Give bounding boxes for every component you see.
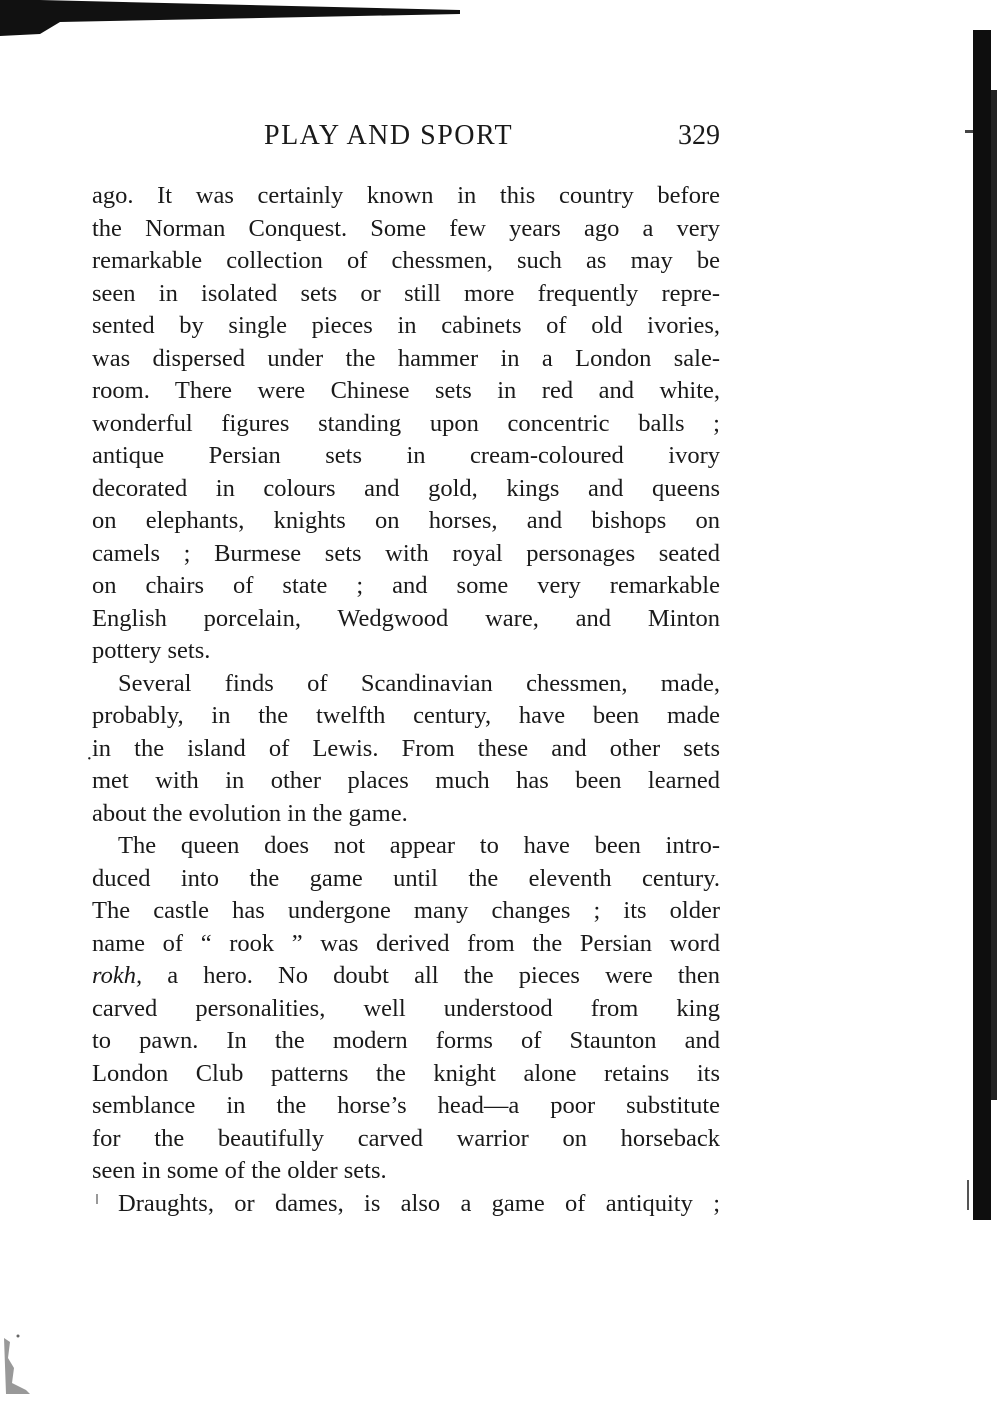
scan-edge-right xyxy=(963,30,1000,1220)
text-line-with-italic xyxy=(92,960,720,993)
scan-corner-smudge xyxy=(0,1328,40,1398)
text-line: pottery sets. xyxy=(92,637,211,664)
text-line: about the evolution in the game. xyxy=(92,799,408,827)
text-line: camels ; Burmese sets with royal personages seated xyxy=(92,539,720,567)
text-line: on chairs of state ; and some very remarkable xyxy=(92,572,720,599)
scan-edge-top xyxy=(0,0,470,40)
text-line: probably, in the twelfth century, have been made xyxy=(92,702,720,729)
text-line: duced into the game until the eleventh century. xyxy=(92,864,720,892)
text-line: carved personalities, well understood from king xyxy=(92,994,720,1022)
text-line: for the beautifully carved warrior on horseback xyxy=(92,1124,720,1152)
text-line: sented by single pieces in cabinets of old ivories, xyxy=(92,312,720,339)
margin-dot: · xyxy=(86,748,93,770)
text-line: remarkable collection of chessmen, such as may be xyxy=(92,247,720,274)
margin-tick xyxy=(96,1194,98,1204)
text-line: the Norman Conquest. Some few years ago a very xyxy=(92,214,720,242)
running-head xyxy=(92,120,720,160)
text-line: London Club patterns the knight alone retains its xyxy=(92,1059,720,1087)
text-line: in the island of Lewis. From these and other sets xyxy=(92,734,720,762)
text-line: name of “ rook ” was derived from the Persian word xyxy=(92,929,720,957)
text-line: met with in other places much has been learned xyxy=(92,767,720,794)
text-line: Draughts, or dames, is also a game of antiquity ; xyxy=(118,1189,720,1217)
text-line: antique Persian sets in cream-coloured ivory xyxy=(92,442,720,469)
text-line: decorated in colours and gold, kings and queens xyxy=(92,474,720,502)
text-line: The castle has undergone many changes ; its older xyxy=(92,897,720,924)
text-line: room. There were Chinese sets in red and white, xyxy=(92,377,720,404)
body-text xyxy=(92,180,720,1220)
page-number: 329 xyxy=(678,120,720,151)
text-line: seen in some of the older sets. xyxy=(92,1157,387,1184)
text-line-rest: a hero. No doubt all the pieces were then xyxy=(167,962,721,989)
text-line: The queen does not appear to have been intro- xyxy=(118,832,720,859)
text-line: English porcelain, Wedgwood ware, and Minton xyxy=(92,604,720,632)
text-line: semblance in the horse’s head—a poor substitute xyxy=(92,1092,720,1119)
text-line: Several finds of Scandinavian chessmen, made, xyxy=(118,669,720,697)
running-title: PLAY AND SPORT xyxy=(264,120,514,151)
italic-word: rokh, xyxy=(92,962,143,989)
text-line: seen in isolated sets or still more frequently repre- xyxy=(92,279,720,307)
text-line: to pawn. In the modern forms of Staunton and xyxy=(92,1027,720,1054)
text-line: wonderful figures standing upon concentric balls ; xyxy=(92,409,720,437)
text-line: ago. It was certainly known in this country before xyxy=(92,182,720,209)
text-line: was dispersed under the hammer in a London sale- xyxy=(92,344,720,372)
text-line: on elephants, knights on horses, and bishops on xyxy=(92,507,720,534)
